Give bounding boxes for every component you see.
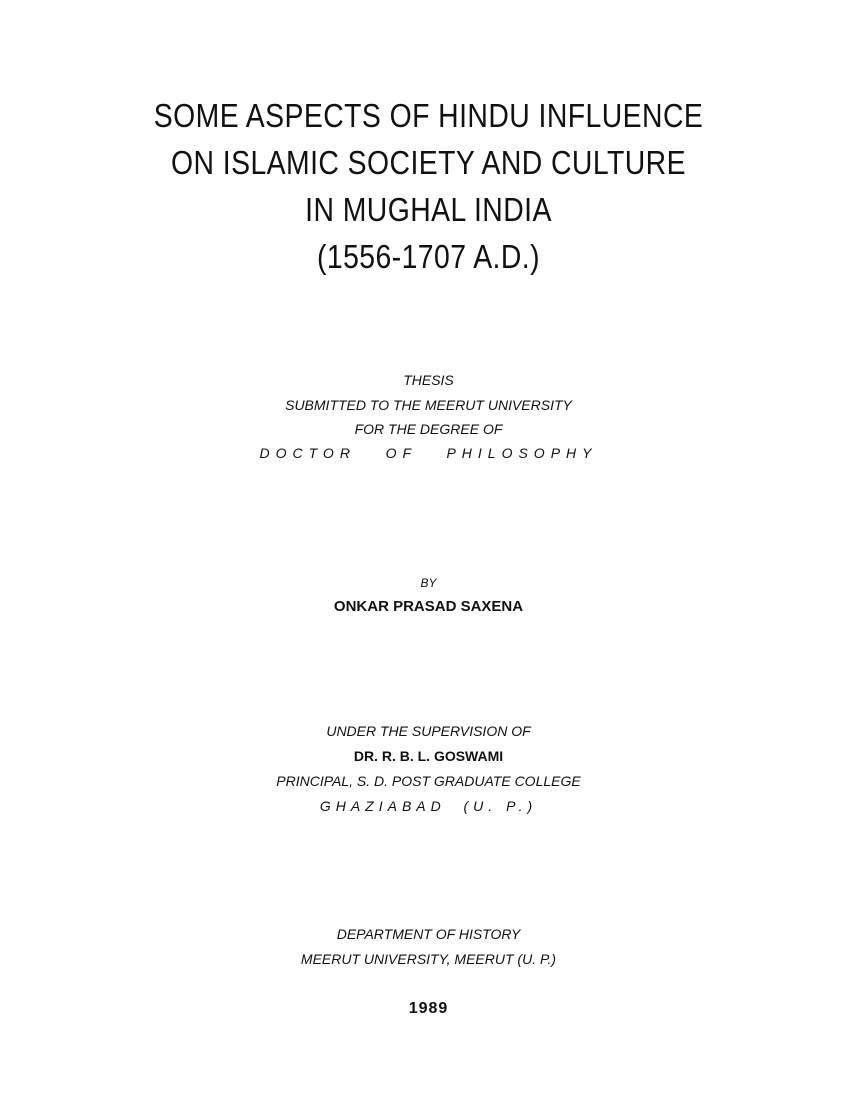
thesis-title — [0, 92, 857, 280]
by-label: BY — [420, 576, 437, 590]
degree-name: DOCTOR OF PHILOSOPHY — [259, 445, 598, 461]
title-line-4: (1556-1707 A.D.) — [316, 238, 541, 275]
department-name: DEPARTMENT OF HISTORY — [336, 926, 521, 942]
supervisor-position: PRINCIPAL, S. D. POST GRADUATE COLLEGE — [276, 773, 581, 789]
title-line-3: IN MUGHAL INDIA — [305, 191, 552, 228]
title-line-1: SOME ASPECTS OF HINDU INFLUENCE — [153, 97, 704, 134]
supervision-intro: UNDER THE SUPERVISION OF — [326, 723, 531, 739]
submitted-line: SUBMITTED TO THE MEERUT UNIVERSITY — [285, 397, 572, 413]
university-name: MEERUT UNIVERSITY, MEERUT (U. P.) — [300, 951, 557, 967]
college-place: GHAZIABAD (U. P.) — [319, 798, 538, 814]
title-line-2: ON ISLAMIC SOCIETY AND CULTURE — [171, 144, 686, 181]
thesis-year: 1989 — [408, 1000, 449, 1017]
supervisor-name: DR. R. B. L. GOSWAMI — [353, 748, 504, 764]
author-name: ONKAR PRASAD SAXENA — [333, 598, 524, 615]
thesis-label: THESIS — [403, 372, 454, 388]
degree-intro: FOR THE DEGREE OF — [354, 421, 503, 437]
